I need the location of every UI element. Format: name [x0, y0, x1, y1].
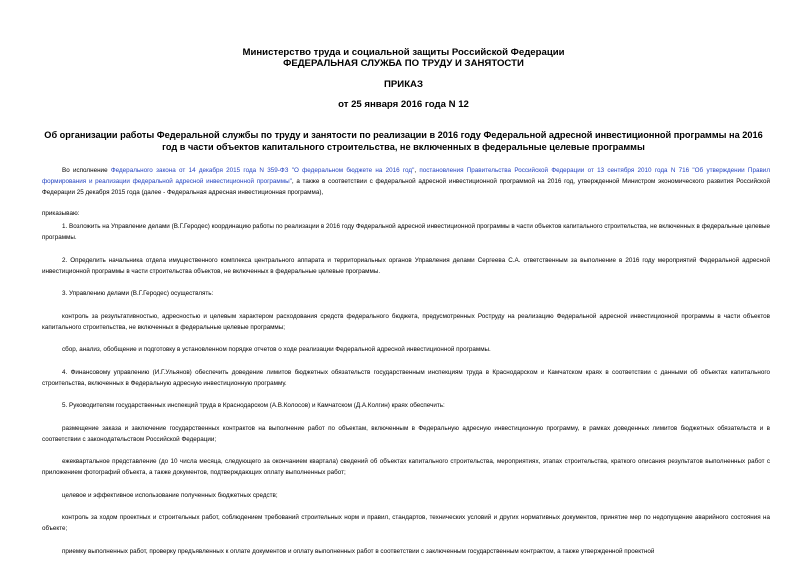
- federal-law-link[interactable]: Федерального закона от 14 декабря 2015 года N 359-ФЗ "О федеральном бюджете на 2016 год": [110, 167, 415, 174]
- paragraph-5-item-acceptance: приемку выполненных работ, проверку предъявленных к оплате документов и оплату выполненных работ в соответствии с заключенным государственным контрактом, а также утвержденной проектной: [62, 547, 655, 555]
- document-body: [42, 165, 770, 568]
- document-subject: Об организации работы Федеральной службы по труду и занятости по реализации в 2016 году Федеральной адресной инвестиционной программы на 2016 год в части объектов капитального строительства, не включенных в федеральные целевые программы: [44, 130, 763, 152]
- paragraph-5: 5. Руководителям государственных инспекций труда в Краснодарском (А.В.Колосов) и Камчатском (Д.А.Колгин) краях обеспечить:: [62, 402, 445, 409]
- paragraph-5-item-contracts: размещение заказа и заключение государственных контрактов на выполнение работ по объектам, включенным в Федеральную адресную инвестиционную программу, в рамках доведенных лимитов бюджетных обязательств и в соответствии с законодательством Российской Федерации;: [42, 424, 770, 443]
- paragraph-3-item-reports: сбор, анализ, обобщение и подготовку в установленном порядке отчетов о ходе реализации Федеральной адресной инвестиционной программы.: [62, 346, 491, 353]
- service-name: ФЕДЕРАЛЬНАЯ СЛУЖБА ПО ТРУДУ И ЗАНЯТОСТИ: [283, 58, 524, 69]
- order-word: приказываю:: [42, 210, 80, 217]
- ministry-name: Министерство труда и социальной защиты Российской Федерации: [242, 47, 565, 58]
- paragraph-4: 4. Финансовому управлению (И.Г.Ульянов) обеспечить доведение лимитов бюджетных обязательств государственным инспекциям труда в Краснодарском и Камчатском краях в соответствии с данными об объектах капитального строительства, включенных в Федеральную адресную инвестиционную программу.: [42, 368, 770, 387]
- preamble-paragraph: [42, 165, 770, 198]
- document-type: ПРИКАЗ: [384, 79, 423, 90]
- paragraph-1: 1. Возложить на Управление делами (В.Г.Геродес) координацию работы по реализации в 2016 году Федеральной адресной инвестиционной программы в части объектов капитального строительства, не включенных в федеральные целевые программы.: [42, 223, 770, 241]
- government-decree-link[interactable]: постановления Правительства Российской Федерации от 13 сентября 2010 года N 716 "Об утверждении Правил формирования и реализации федеральной адресной инвестиционной программы": [42, 167, 771, 185]
- preamble-text-3: , а также в соответствии с федеральной адресной инвестиционной программой на 2016 год, утвержденной Министром экономического развития Российской Федерации 25 декабря 2015 года (далее - Федеральная адресная инвестиционная программа),: [42, 178, 770, 196]
- paragraph-3: 3. Управлению делами (В.Г.Геродес) осуществлять:: [62, 290, 214, 297]
- paragraph-5-item-quarterly: ежеквартальное представление (до 10 числа месяца, следующего за окончанием квартала) сведений об объектах капитального строительства, мероприятиях, этапах строительства, краткого описания результатов выполненных работ с приложением фотографий объекта, а также документов, подтверждающих оплату выполненных работ;: [42, 458, 770, 476]
- document-date: от 25 января 2016 года N 12: [338, 99, 469, 110]
- paragraph-3-item-control: контроль за результативностью, адресностью и целевым характером расходования средств федерального бюджета, предусмотренных Роструду на реализацию Федеральной адресной инвестиционной программы в части объектов капитального строительства, не включенных в федеральные целевые программы;: [42, 312, 770, 331]
- preamble-text-1: Во исполнение: [62, 167, 111, 174]
- preamble-text-2: ,: [414, 167, 420, 174]
- paragraph-5-item-construction-control: контроль за ходом проектных и строительных работ, соблюдением требований строительных норм и правил, стандартов, технических условий и других нормативных документов, принятие мер по недопущение аварийного состояния на объекте;: [42, 514, 770, 532]
- paragraph-2: 2. Определить начальника отдела имущественного комплекса центрального аппарата и территориальных органов Управления делами Сергеева С.А. ответственным за выполнение в 2016 году мероприятий Федеральной адресной инвестиционной программы в части строительства объектов, не включенных в федеральные целевые программы.: [42, 256, 770, 275]
- paragraph-5-item-budget-use: целевое и эффективное использование полученных бюджетных средств;: [62, 491, 278, 499]
